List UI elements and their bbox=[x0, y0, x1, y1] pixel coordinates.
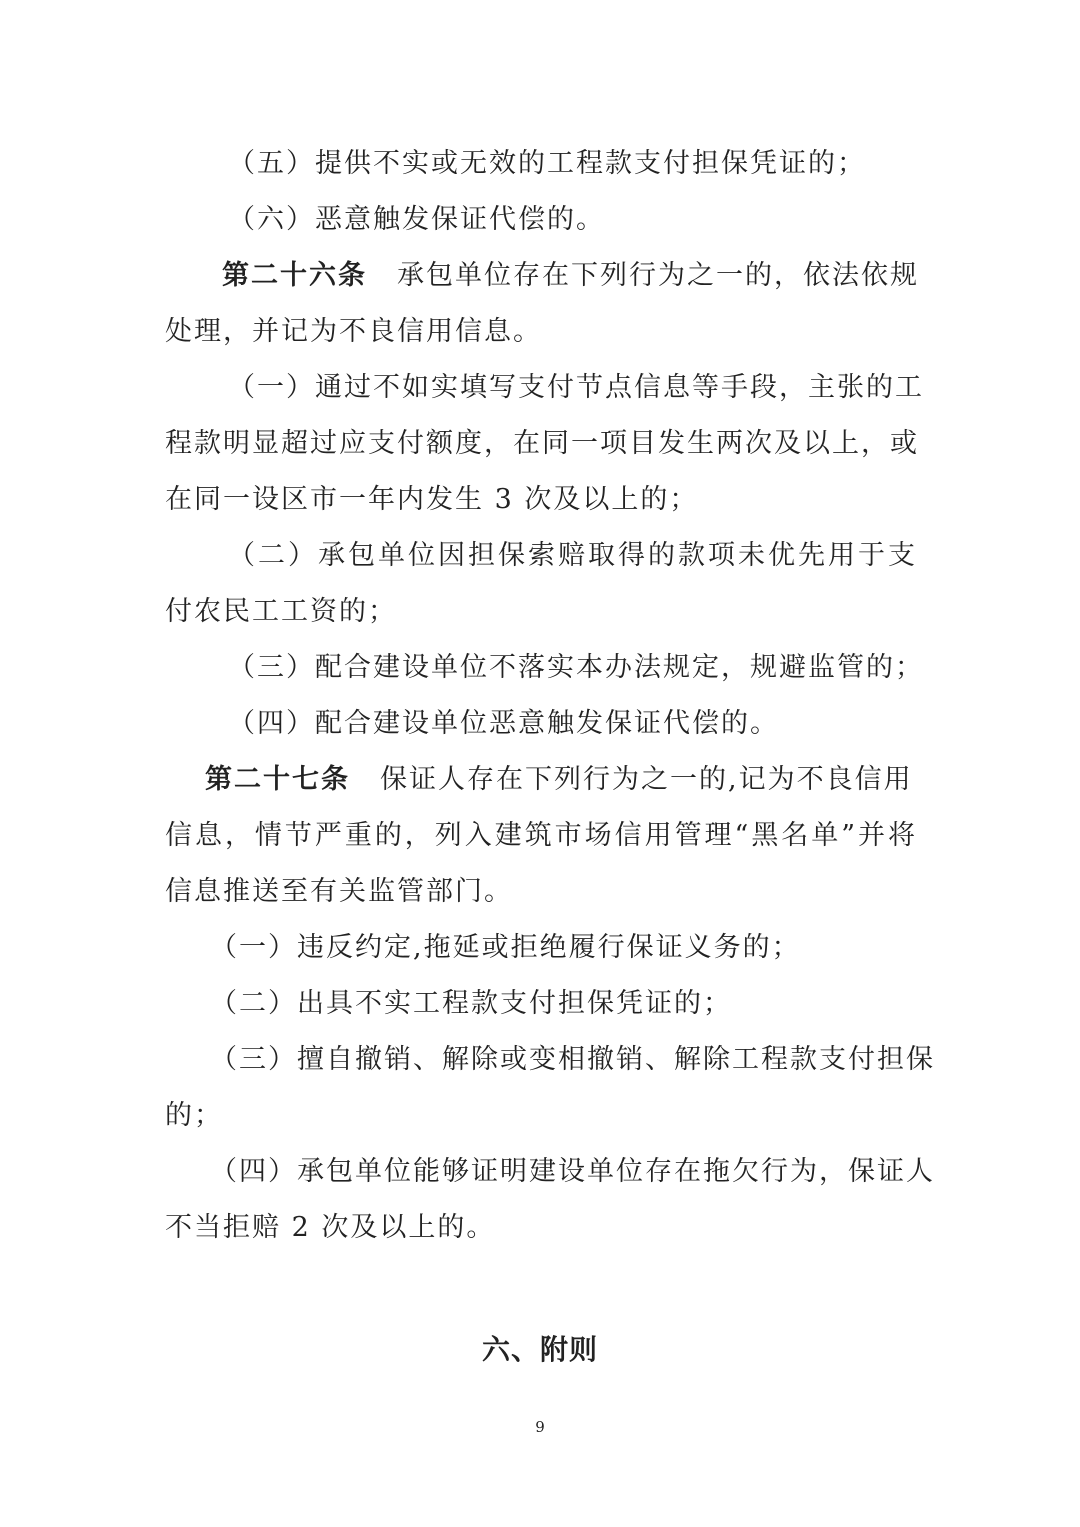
article-26-text-cont: 处理，并记为不良信用信息。 bbox=[165, 316, 542, 347]
clause-item-6: （六）恶意触发保证代偿的。 bbox=[228, 204, 605, 235]
article-27-item-2: （二）出具不实工程款支付担保凭证的； bbox=[210, 988, 732, 1019]
article-27 bbox=[205, 762, 917, 802]
article-27-item-4-line-2: 不当拒赔 2 次及以上的。 bbox=[165, 1212, 496, 1243]
article-26-text: 承包单位存在下列行为之一的，依法依规 bbox=[397, 260, 919, 291]
article-26-item-3: （三）配合建设单位不落实本办法规定，规避监管的； bbox=[228, 652, 924, 683]
article-26-item-2-line-2: 付农民工工资的； bbox=[165, 596, 397, 627]
section-heading: 六、附则 bbox=[481, 1333, 598, 1366]
article-26-item-4: （四）配合建设单位恶意触发保证代偿的。 bbox=[228, 708, 779, 739]
article-27-item-3-line-2: 的； bbox=[165, 1100, 223, 1131]
article-27-text-cont-1: 信息，情节严重的，列入建筑市场信用管理“黑名单”并将 bbox=[165, 820, 917, 851]
page-number: 9 bbox=[535, 1418, 545, 1436]
article-27-item-1: （一）违反约定,拖延或拒绝履行保证义务的； bbox=[210, 932, 801, 963]
article-27-title: 第二十七条 bbox=[205, 764, 350, 795]
article-26-item-1-line-1: （一）通过不如实填写支付节点信息等手段，主张的工 bbox=[228, 372, 924, 403]
article-26-title: 第二十六条 bbox=[222, 260, 367, 291]
article-27-item-4-line-1: （四）承包单位能够证明建设单位存在拖欠行为，保证人 bbox=[210, 1156, 935, 1187]
article-26-item-1-line-3: 在同一设区市一年内发生 3 次及以上的； bbox=[165, 484, 699, 515]
article-26-item-1-line-2: 程款明显超过应支付额度，在同一项目发生两次及以上，或 bbox=[165, 428, 919, 459]
article-27-item-3-line-1: （三）擅自撤销、解除或变相撤销、解除工程款支付担保 bbox=[210, 1044, 935, 1075]
article-26 bbox=[222, 258, 917, 298]
article-26-item-2-line-1: （二）承包单位因担保索赔取得的款项未优先用于支 bbox=[228, 540, 917, 571]
article-27-text: 保证人存在下列行为之一的,记为不良信用 bbox=[380, 764, 913, 795]
article-27-text-cont-2: 信息推送至有关监管部门。 bbox=[165, 876, 513, 907]
clause-item-5: （五）提供不实或无效的工程款支付担保凭证的； bbox=[228, 148, 866, 179]
